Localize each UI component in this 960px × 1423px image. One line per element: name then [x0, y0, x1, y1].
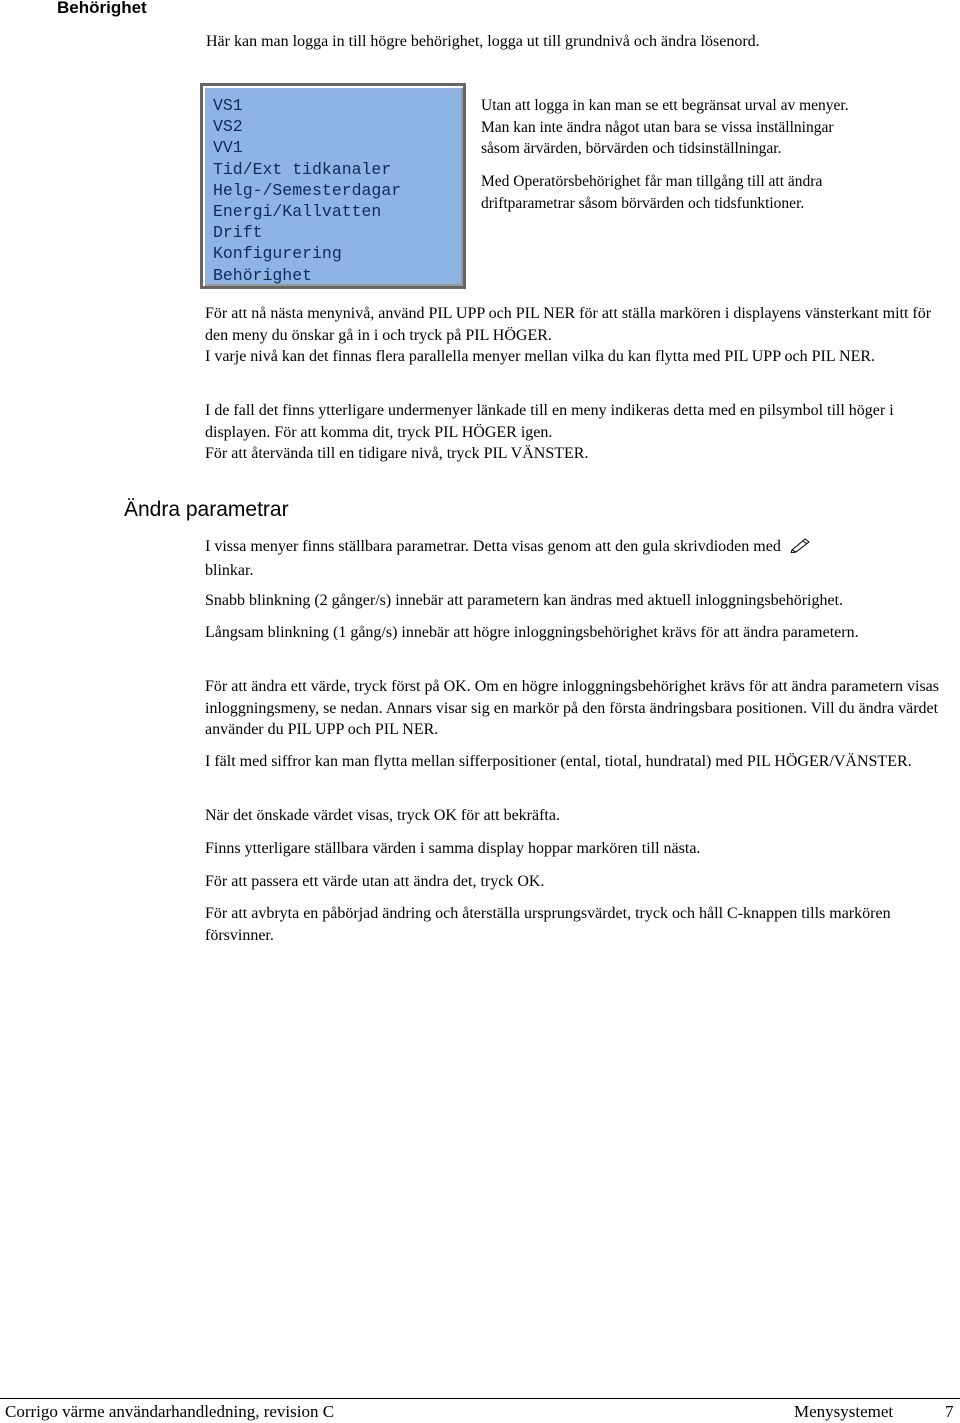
param-paragraph: När det önskade värdet visas, tryck OK för att bekräfta.: [205, 807, 560, 824]
nav-paragraph: I de fall det finns ytterligare undermenyer länkade till en meny indikeras detta med en pilsymbol till höger i displayen. För att komma dit, tryck PIL HÖGER igen.: [205, 402, 894, 441]
display-menu-item: Helg-/Semesterdagar: [213, 180, 402, 200]
display-menu-item: Behörighet: [213, 265, 313, 285]
param-paragraph: [205, 536, 955, 581]
nav-paragraph: För att återvända till en tidigare nivå, tryck PIL VÄNSTER.: [205, 445, 589, 462]
display-menu-item: VS2: [213, 117, 243, 137]
section-title-parameters: Ändra parametrar: [124, 498, 289, 521]
display-menu: [213, 95, 401, 286]
side-text-operator: Med Operatörsbehörighet får man tillgång till att ändra driftparametrar såsom börvärden och tidsfunktioner.: [481, 173, 823, 212]
display-menu-item: Drift: [213, 223, 263, 243]
display-panel: [200, 83, 466, 289]
section-title: Behörighet: [57, 0, 147, 17]
intro-text: Här kan man logga in till högre behörighet, logga ut till grundnivå och ändra lösenord.: [206, 33, 760, 50]
footer-page-number: 7: [945, 1402, 954, 1421]
param-paragraph: För att passera ett värde utan att ändra det, tryck OK.: [205, 873, 545, 890]
footer-title: Corrigo värme användarhandledning, revision C: [5, 1402, 335, 1421]
param-paragraph: För att ändra ett värde, tryck först på OK. Om en högre inloggningsbehörighet krävs för att ändra parametern visas inloggningsmeny, se nedan. Annars visar sig en markör på den första ändringsbara positionen. Vill du ändra värdet använder du PIL UPP och PIL NER.: [205, 678, 939, 738]
pen-icon: [789, 537, 811, 560]
param-paragraph: För att avbryta en påbörjad ändring och återställa ursprungsvärdet, tryck och håll C-knappen tills markören försvinner.: [205, 905, 891, 944]
param-text: I vissa menyer finns ställbara parametrar. Detta visas genom att den gula skrivdioden med: [205, 538, 781, 555]
param-paragraph: Långsam blinkning (1 gång/s) innebär att högre inloggningsbehörighet krävs för att ändra parametern.: [205, 624, 859, 641]
side-text-login: Utan att logga in kan man se ett begränsat urval av menyer. Man kan inte ändra något utan bara se vissa inställningar såsom ärvärden, börvärden och tidsinställningar.: [481, 97, 849, 157]
nav-paragraph: I varje nivå kan det finnas flera parallella menyer mellan vilka du kan flytta med PIL UPP och PIL NER.: [205, 348, 876, 365]
param-paragraph: Finns ytterligare ställbara värden i samma display hoppar markören till nästa.: [205, 840, 701, 857]
nav-paragraph: För att nå nästa menynivå, använd PIL UPP och PIL NER för att ställa markören i displayens vänsterkant mitt för den meny du önskar gå in i och tryck på PIL HÖGER.: [205, 305, 932, 344]
display-menu-item: VV1: [213, 138, 243, 158]
display-menu-item: VS1: [213, 96, 243, 115]
display-menu-item: Energi/Kallvatten: [213, 202, 382, 222]
display-menu-item: Konfigurering: [213, 244, 342, 264]
footer-section: Menysystemet: [794, 1402, 894, 1421]
param-paragraph: Snabb blinkning (2 gånger/s) innebär att parametern kan ändras med aktuell inloggningsbehörighet.: [205, 592, 844, 609]
param-text: blinkar.: [205, 561, 254, 579]
param-paragraph: I fält med siffror kan man flytta mellan sifferpositioner (ental, tiotal, hundratal) med PIL HÖGER/VÄNSTER.: [205, 753, 912, 770]
footer-divider: [0, 1398, 960, 1399]
display-menu-item: Tid/Ext tidkanaler: [213, 159, 392, 179]
